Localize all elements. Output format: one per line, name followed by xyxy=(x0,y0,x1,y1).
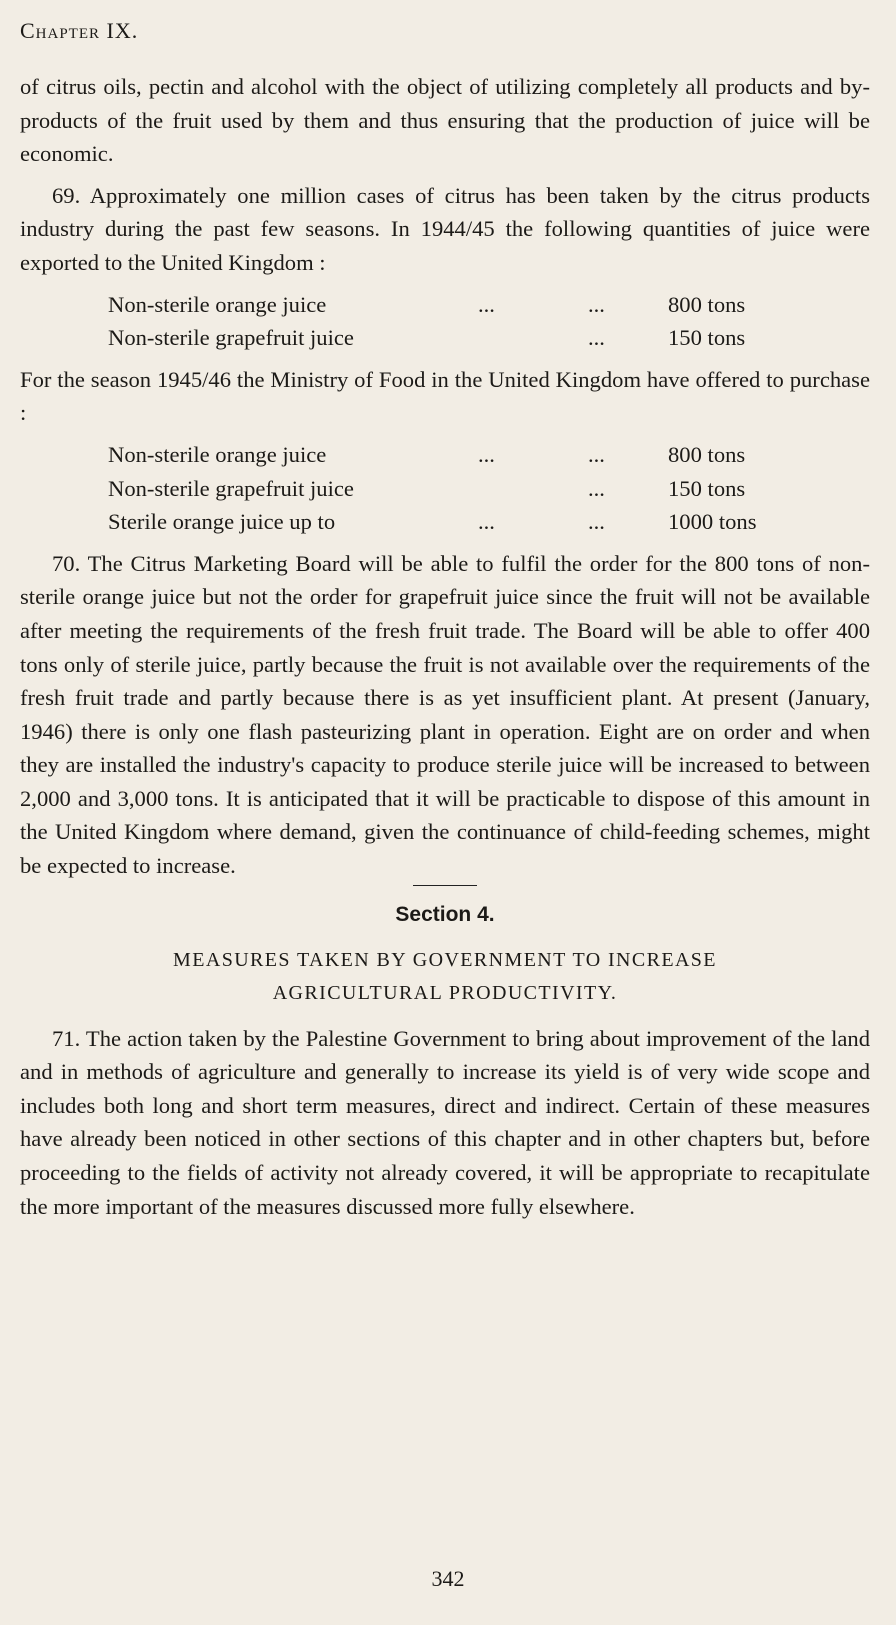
leader-dots xyxy=(478,472,588,506)
exports-1944-45-table xyxy=(108,288,870,355)
page-body xyxy=(20,70,870,1223)
section-divider xyxy=(413,885,477,886)
table-row xyxy=(108,505,870,539)
juice-item: Non-sterile grapefruit juice xyxy=(108,475,354,501)
juice-item: Non-sterile orange juice xyxy=(108,441,327,467)
paragraph-71: 71. The action taken by the Palestine Government to bring about improvement of the land and in methods of agriculture and generally to increase its yield is of very wide scope and includes both long and short term measures, direct and indirect. Certain of these measures have already been noticed in other sections of this chapter and in other chapters but, before proceeding to the fields of activity not already covered, it will be appropriate to recapitulate the more important of the measures discussed more fully elsewhere. xyxy=(20,1025,870,1219)
leader-dots: ... xyxy=(478,291,495,317)
table-row xyxy=(108,438,870,472)
paragraph-69-continued: For the season 1945/46 the Ministry of Food in the United Kingdom have offered to purchase : xyxy=(20,366,870,426)
offer-1945-46-table xyxy=(108,438,870,539)
juice-quantity: 150 tons xyxy=(668,475,746,501)
section-heading-line: AGRICULTURAL PRODUCTIVITY. xyxy=(272,981,618,1004)
juice-quantity: 1000 tons xyxy=(668,509,757,535)
leader-dots: ... xyxy=(588,441,605,467)
leader-dots: ... xyxy=(588,325,605,351)
section-heading xyxy=(20,944,870,1010)
leader-dots: ... xyxy=(478,441,495,467)
juice-quantity: 150 tons xyxy=(668,325,746,351)
juice-quantity: 800 tons xyxy=(668,441,746,467)
paragraph-70: 70. The Citrus Marketing Board will be able to fulfil the order for the 800 tons of non-sterile orange juice but not the order for grapefruit juice since the fruit will not be available after meeting the requirements of the fresh fruit trade. The Board will be able to offer 400 tons only of sterile juice, partly because the fruit is not available over the requirements of the fresh fruit trade and partly because there is as yet insufficient plant. At present (January, 1946) there is only one flash pasteurizing plant in operation. Eight are on order and when they are installed the industry's capacity to produce sterile juice will be increased to between 2,000 and 3,000 tons. It is anticipated that it will be practicable to dispose of this amount in the United Kingdom where demand, given the continuance of child-feeding schemes, might be expected to increase. xyxy=(20,550,870,879)
table-row xyxy=(108,472,870,506)
leader-dots: ... xyxy=(588,475,605,501)
juice-item: Non-sterile orange juice xyxy=(108,291,327,317)
chapter-header: Chapter IX. xyxy=(20,18,139,43)
section-heading-line: MEASURES TAKEN BY GOVERNMENT TO INCREASE xyxy=(173,948,717,971)
page-number: 342 xyxy=(431,1566,465,1591)
section-title: Section 4. xyxy=(395,902,495,926)
paragraph-69: 69. Approximately one million cases of citrus has been taken by the citrus products industry during the past few seasons. In 1944/45 the following quantities of juice were exported to the United Kingdom : xyxy=(20,182,870,275)
juice-item: Non-sterile grapefruit juice xyxy=(108,325,354,351)
leader-dots xyxy=(478,321,588,355)
leader-dots: ... xyxy=(478,509,495,535)
juice-quantity: 800 tons xyxy=(668,291,746,317)
leader-dots: ... xyxy=(588,509,605,535)
paragraph-continuation: of citrus oils, pectin and alcohol with the object of utilizing completely all products and by-products of the fruit used by them and thus ensuring that the production of juice will be economic. xyxy=(20,74,870,167)
table-row xyxy=(108,321,870,355)
table-row xyxy=(108,288,870,322)
juice-item: Sterile orange juice up to xyxy=(108,509,336,535)
leader-dots: ... xyxy=(588,291,605,317)
